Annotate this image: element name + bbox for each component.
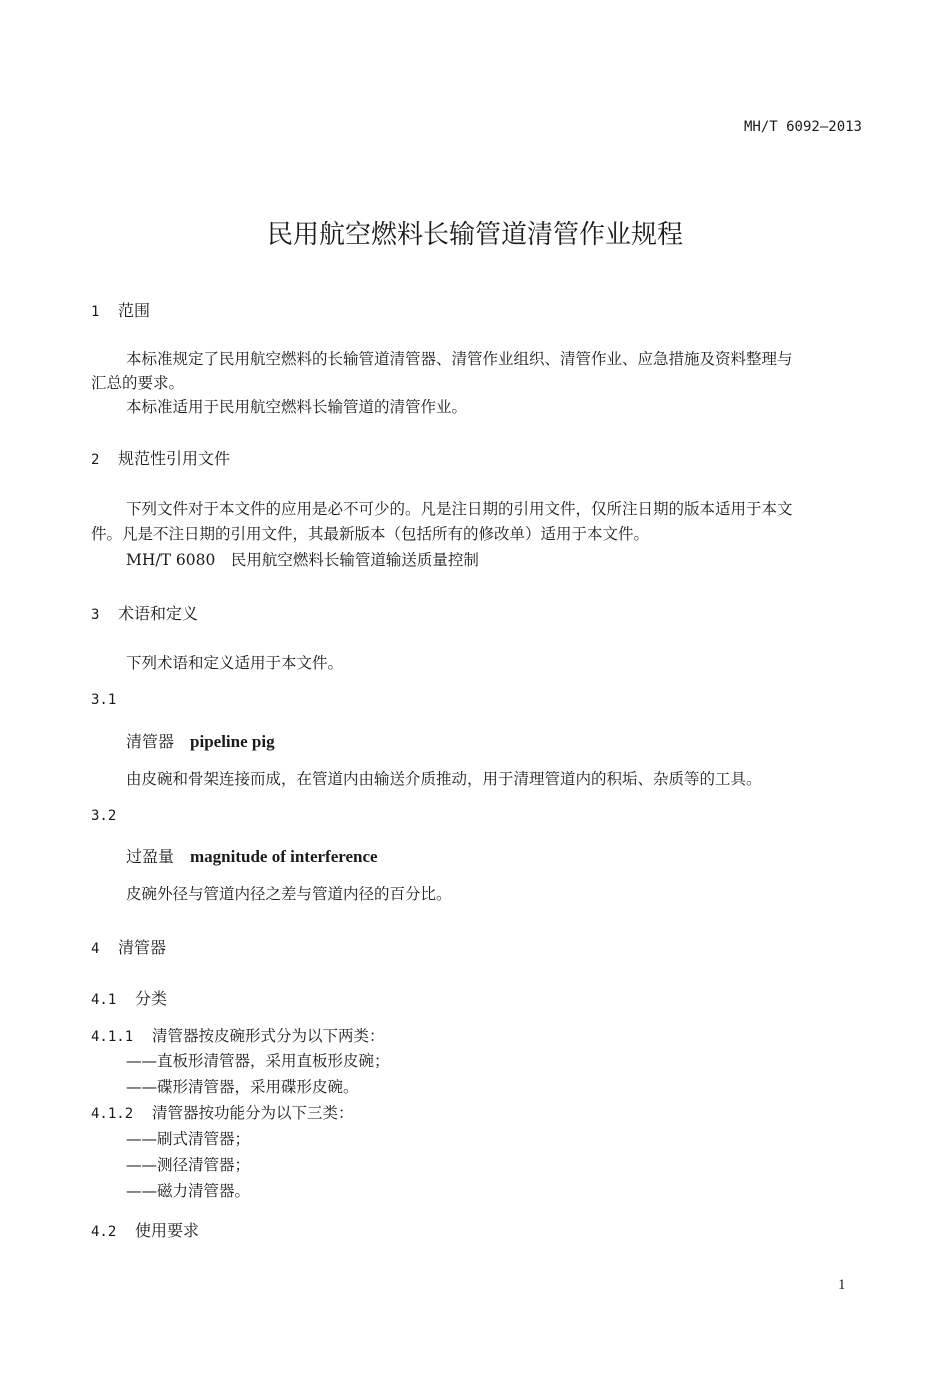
list-item: ——碟形清管器，采用碟形皮碗。 [126,1078,359,1096]
section-number: 4 [91,941,100,957]
paragraph-line: 汇总的要求。 [91,374,185,392]
section-title: 范围 [118,301,151,320]
paragraph-line: 下列文件对于本文件的应用是必不可少的。凡是注日期的引用文件，仅所注日期的版本适用于本文 [126,500,793,518]
document-title: 民用航空燃料长输管道清管作业规程 [266,220,683,250]
section-number: 3 [91,607,100,623]
section-number: 2 [91,452,100,468]
subsection-number: 4.2 [91,1224,117,1240]
subsection-4-1-heading [91,986,167,1009]
term-definition: 由皮碗和骨架连接而成，在管道内由输送介质推动，用于清理管道内的积垢、杂质等的工具。 [126,770,762,788]
list-item: ——刷式清管器； [126,1130,251,1148]
clause-number: 4.1.1 [91,1029,134,1045]
normative-reference: MH/T 6080 民用航空燃料长输管道输送质量控制 [126,551,479,569]
list-item: ——直板形清管器，采用直板形皮碗； [126,1052,390,1070]
term-number: 3.1 [91,692,117,708]
clause-4-1-2 [91,1101,354,1123]
list-item: ——磁力清管器。 [126,1182,251,1200]
section-1-heading [91,298,150,321]
paragraph-line: 件。凡是不注日期的引用文件，其最新版本（包括所有的修改单）适用于本文件。 [91,525,650,543]
subsection-4-2-heading [91,1218,199,1241]
term-chinese: 过盈量 [126,847,175,866]
term-english: pipeline pig [190,732,275,751]
clause-number: 4.1.2 [91,1106,134,1122]
paragraph: 本标准适用于民用航空燃料长输管道的清管作业。 [126,398,468,416]
section-2-heading [91,446,230,469]
section-4-heading [91,935,166,958]
subsection-title: 使用要求 [135,1221,200,1240]
term-entry [126,729,275,752]
section-title: 术语和定义 [118,604,199,623]
subsection-title: 分类 [135,989,168,1008]
term-definition: 皮碗外径与管道内径之差与管道内径的百分比。 [126,885,452,903]
list-item: ——测径清管器； [126,1156,251,1174]
section-title: 清管器 [118,938,167,957]
document-code: MH/T 6092—2013 [743,119,862,135]
section-3-heading [91,601,198,624]
clause-text: 清管器按功能分为以下三类： [152,1104,354,1122]
term-chinese: 清管器 [126,732,175,751]
page-number: 1 [838,1277,846,1293]
section-title: 规范性引用文件 [118,449,231,468]
paragraph: 下列术语和定义适用于本文件。 [126,654,344,672]
paragraph-line: 本标准规定了民用航空燃料的长输管道清管器、清管作业组织、清管作业、应急措施及资料整理与 [126,350,793,368]
clause-4-1-1 [91,1024,385,1046]
clause-text: 清管器按皮碗形式分为以下两类： [152,1027,385,1045]
subsection-number: 4.1 [91,992,117,1008]
term-english: magnitude of interference [190,847,378,866]
term-number: 3.2 [91,808,117,824]
term-entry [126,844,378,867]
section-number: 1 [91,304,100,320]
